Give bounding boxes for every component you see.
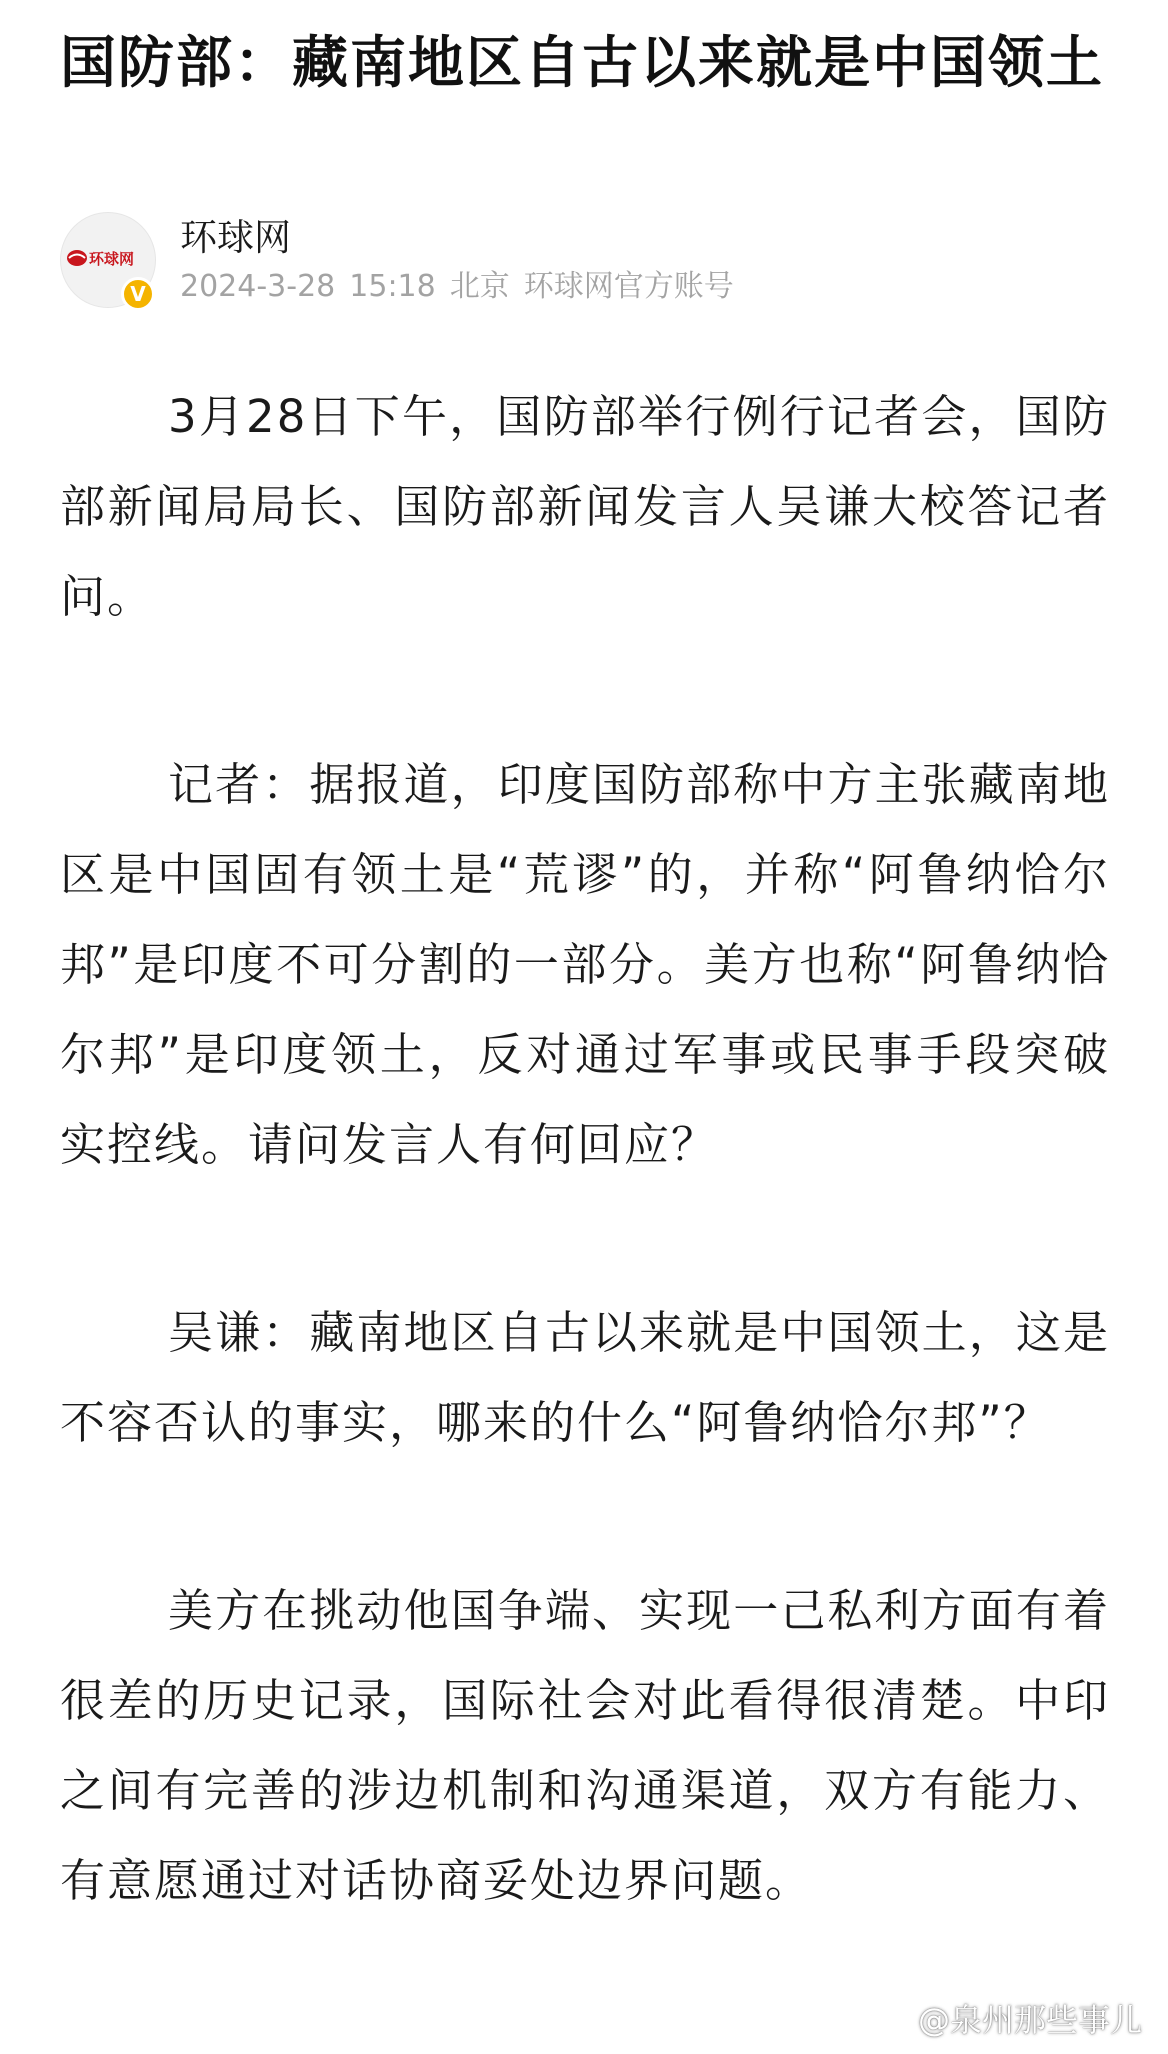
avatar-logo-text: 环球网	[89, 250, 135, 268]
paragraph: 吴谦：藏南地区自古以来就是中国领土，这是不容否认的事实，哪来的什么“阿鲁纳恰尔邦”？	[60, 1306, 1110, 1449]
publish-time: 15:18	[349, 269, 436, 304]
paragraph: 记者：据报道，印度国防部称中方主张藏南地区是中国固有领土是“荒谬”的，并称“阿鲁纳恰尔邦”是印度不可分割的一部分。美方也称“阿鲁纳恰尔邦”是印度领土，反对通过军事或民事手段突破实控线。请问发言人有何回应？	[60, 758, 1110, 1171]
verified-badge-icon: V	[121, 277, 155, 311]
paragraph: 美方在挑动他国争端、实现一己私利方面有着很差的历史记录，国际社会对此看得很清楚。中印之间有完善的涉边机制和沟通渠道，双方有能力、有意愿通过对话协商妥处边界问题。	[60, 1584, 1110, 1907]
watermark-text: @泉州那些事儿	[917, 2001, 1142, 2039]
paragraph: 3月28日下午，国防部举行例行记者会，国防部新闻局局长、国防部新闻发言人吴谦大校答记者问。	[60, 390, 1110, 623]
avatar[interactable]	[60, 212, 156, 308]
weibo-icon	[870, 2000, 912, 2036]
article-title: 国防部：藏南地区自古以来就是中国领土	[60, 31, 1104, 96]
watermark	[870, 1992, 1142, 2044]
publish-date: 2024-3-28	[180, 269, 336, 304]
author-info	[60, 210, 1120, 310]
publish-location: 北京	[449, 269, 510, 304]
source-name[interactable]: 环球网	[180, 216, 291, 259]
article-body	[60, 372, 1110, 1926]
huanqiu-logo-icon	[65, 243, 153, 273]
meta-line	[180, 266, 748, 308]
account-label: 环球网官方账号	[523, 269, 734, 304]
